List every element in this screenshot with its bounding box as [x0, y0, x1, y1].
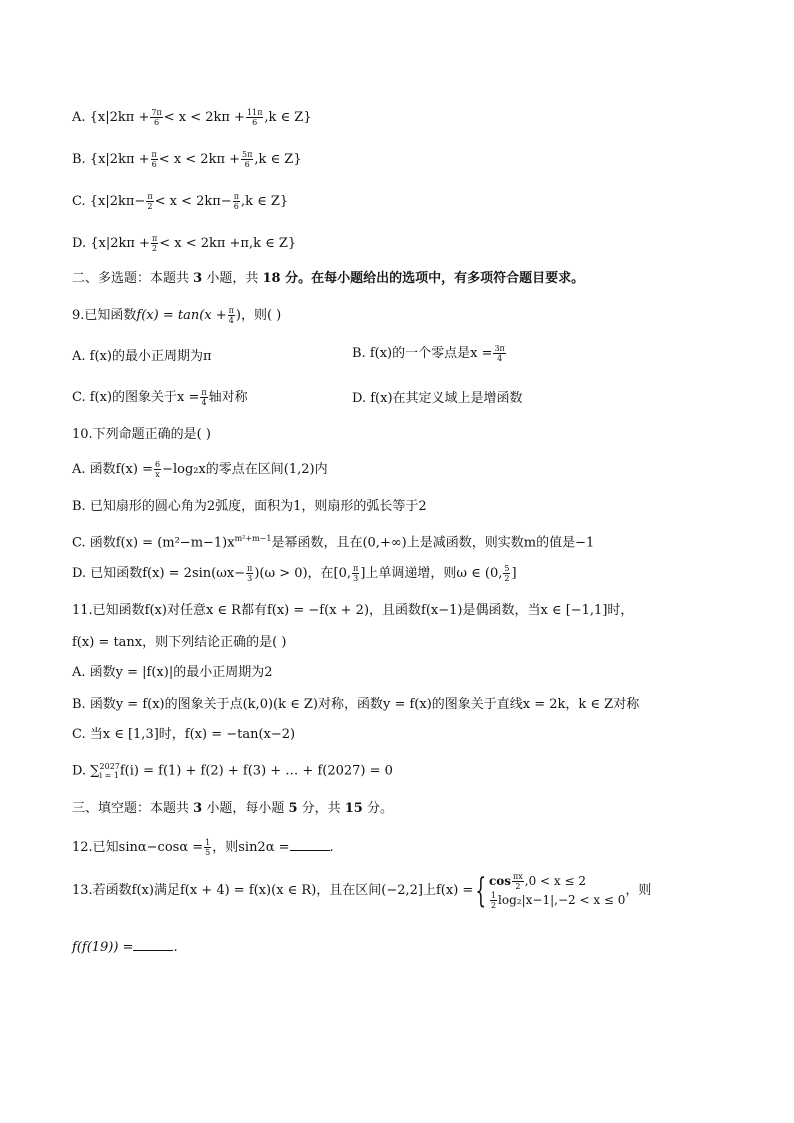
question-text: 13.若函数f(x)满足f(x + 4) = f(x)(x ∈ R)，且在区间(−2,2]上f(x) =	[72, 883, 474, 898]
fraction: $\frac{11\pi}{6}$	[246, 108, 263, 127]
summation-limits: 2027 i = 1	[99, 762, 120, 780]
fraction: $\frac{\pi}{3}$	[353, 564, 359, 583]
q13-line2	[72, 938, 178, 957]
option-text: < x < 2kπ +	[158, 152, 241, 167]
option-text: C. 函数f(x) = (m²−m−1)x	[72, 535, 235, 551]
fraction: $\frac{\pi}{2}$	[147, 192, 153, 211]
summation-symbol: D. ∑	[72, 763, 100, 779]
option-text: ,k ∈ Z}	[264, 110, 312, 125]
question-math: f(x) = tan(x +	[136, 308, 227, 323]
question-text: f(x) = tanx，则下列结论正确的是( )	[72, 635, 287, 650]
section-heading-multi-choice	[72, 270, 584, 288]
q10-option-b[interactable]	[72, 498, 427, 516]
fraction: $\frac{\pi}{6}$	[233, 192, 239, 211]
piecewise-case-1: cos $\frac{\pi x}{2}$ ,0 < x ≤ 2	[488, 872, 587, 891]
fraction: $\frac{6}{x}$	[154, 460, 161, 479]
q13-line1	[72, 872, 651, 910]
left-brace: {	[475, 871, 487, 911]
fraction: $\frac{\pi}{4}$	[201, 388, 207, 407]
q8-option-b[interactable]	[72, 150, 302, 169]
q11-option-b[interactable]	[72, 696, 639, 714]
piecewise-case-2: $\frac{1}{2}$ log₂|x−1|,−2 < x ≤ 0	[490, 891, 626, 910]
q9-stem	[72, 306, 281, 325]
option-text: B. 函数y = f(x)的图象关于点(k,0)(k ∈ Z)对称，函数y = f(x)的图象关于直线x = 2k，k ∈ Z对称	[72, 697, 640, 712]
option-text: B. f(x)的一个零点是x =	[352, 346, 493, 361]
q9-option-d[interactable]	[352, 390, 523, 408]
option-text: )(ω > 0)，在[0,	[254, 566, 352, 581]
option-text: B. 已知扇形的圆心角为2弧度，面积为1，则扇形的弧长等于2	[72, 499, 427, 514]
option-label: C. {x|2kπ−	[72, 194, 146, 209]
option-text: ]上单调递增，则ω ∈ (0,	[360, 566, 503, 581]
q10-option-a[interactable]	[72, 460, 328, 479]
q11-option-c[interactable]	[72, 726, 295, 744]
question-text: 11.已知函数f(x)对任意x ∈ R都有f(x) = −f(x + 2)，且函数f(x−1)是偶函数，当x ∈ [−1,1]时，	[72, 603, 634, 618]
fraction: $\frac{\pi}{2}$	[151, 234, 158, 253]
option-text: C. 当x ∈ [1,3]时，f(x) = −tan(x−2)	[72, 727, 296, 742]
option-text: A. 函数f(x) =	[72, 462, 153, 477]
fraction: $\frac{\pi x}{2}$	[513, 872, 523, 891]
q11-option-a[interactable]	[72, 664, 272, 682]
q11-option-d[interactable]	[72, 762, 393, 781]
section-count: 3	[193, 801, 203, 816]
question-text: 12.已知sinα−cosα =	[72, 840, 204, 855]
option-text: < x < 2kπ +	[163, 110, 245, 125]
section-text: 分。	[362, 801, 393, 816]
option-text: A. 函数y = |f(x)|的最小正周期为2	[72, 665, 273, 680]
section-text: 二、多选题：本题共	[72, 271, 194, 286]
q10-stem	[72, 426, 211, 444]
option-text: < x < 2kπ +π,k ∈ Z}	[159, 236, 297, 251]
section-text: 小题，每小题	[202, 801, 289, 816]
question-text: )，则( )	[235, 308, 282, 323]
fraction: $\frac{1}{5}$	[205, 838, 211, 857]
question-text: .	[173, 940, 178, 955]
q9-option-a[interactable]	[72, 348, 211, 366]
fraction: $\frac{7\pi}{6}$	[151, 108, 162, 127]
section-text: 小题，共	[202, 271, 263, 286]
section-count: 3	[193, 271, 203, 286]
option-text: ,k ∈ Z}	[240, 194, 289, 209]
option-text: ]	[511, 566, 517, 581]
option-text: D. 已知函数f(x) = 2sin(ωx−	[72, 566, 246, 581]
option-text: −log₂x的零点在区间(1,2)内	[162, 462, 328, 477]
q8-option-d[interactable]	[72, 234, 296, 253]
q10-option-d[interactable]	[72, 564, 517, 583]
answer-blank[interactable]	[290, 838, 330, 851]
q8-option-a[interactable]	[72, 108, 312, 127]
q11-stem-line2	[72, 634, 286, 652]
q8-option-c[interactable]	[72, 192, 288, 211]
section-text: 分。在每小题给出的选项中，有多项符合题目要求。	[280, 271, 585, 286]
fraction: $\frac{5\pi}{6}$	[242, 150, 253, 169]
fraction: $\frac{\pi}{4}$	[228, 306, 234, 325]
section-heading-fill-blank	[72, 800, 393, 818]
answer-blank[interactable]	[133, 938, 173, 951]
question-text: .	[329, 840, 334, 855]
section-points: 5	[288, 801, 298, 816]
option-text: D. f(x)在其定义域上是增函数	[352, 391, 523, 406]
fraction: $\frac{\pi}{3}$	[247, 564, 253, 583]
q12	[72, 838, 334, 857]
option-label: B. {x|2kπ +	[72, 152, 150, 167]
question-text: 10.下列命题正确的是( )	[72, 427, 211, 442]
option-text: ,k ∈ Z}	[254, 152, 302, 167]
question-math: f(f(19)) =	[72, 940, 134, 955]
option-text: 轴对称	[208, 390, 248, 405]
section-points: 18	[262, 271, 281, 286]
q9-option-c[interactable]	[72, 388, 248, 407]
q10-option-c[interactable]	[72, 530, 594, 552]
exponent: m²+m−1	[234, 534, 272, 543]
option-label: A. {x|2kπ +	[72, 110, 150, 125]
section-text: 三、填空题：本题共	[72, 801, 194, 816]
q9-option-b[interactable]	[352, 344, 507, 363]
option-text: < x < 2kπ−	[154, 194, 232, 209]
fraction: $\frac{\pi}{6}$	[151, 150, 157, 169]
section-total: 15	[344, 801, 363, 816]
question-text: 9.已知函数	[72, 308, 137, 323]
question-text: ，则sin2α =	[212, 840, 290, 855]
option-text: C. f(x)的图象关于x =	[72, 390, 200, 405]
fraction: $\frac{3\pi}{4}$	[494, 344, 505, 363]
fraction: $\frac{5}{2}$	[504, 564, 510, 583]
fraction: $\frac{1}{2}$	[490, 891, 497, 910]
option-text: f(i) = f(1) + f(2) + f(3) + … + f(2027) = 0	[119, 763, 393, 779]
question-text: ，则	[625, 883, 652, 898]
option-label: D. {x|2kπ +	[72, 236, 150, 251]
q11-stem-line1	[72, 602, 633, 620]
section-text: 分，共	[297, 801, 345, 816]
option-text: A. f(x)的最小正周期为π	[72, 349, 212, 364]
option-text: 是幂函数，且在(0,+∞)上是减函数，则实数m的值是−1	[271, 535, 595, 551]
piecewise-cases	[489, 872, 625, 910]
